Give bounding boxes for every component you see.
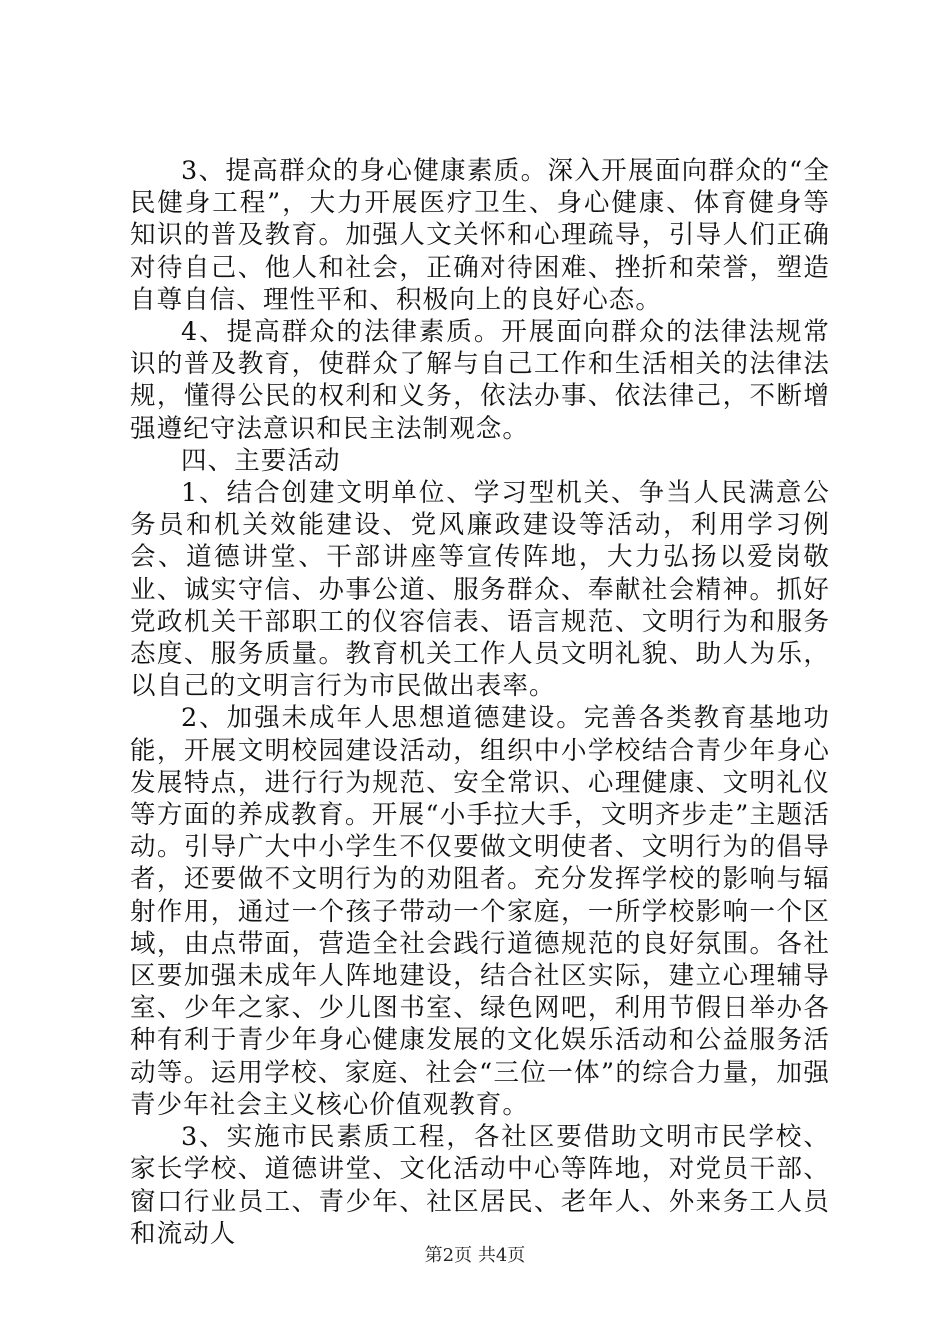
paragraph-legal-quality: 4、提高群众的法律素质。开展面向群众的法律法规常识的普及教育，使群众了解与自己工作和生活相关的法律法规，懂得公民的权利和义务，依法办事、依法律己，不断增强遵纪守法意识和民主法制观念。	[130, 317, 830, 444]
paragraph-citizen-quality-project: 3、实施市民素质工程，各社区要借助文明市民学校、家长学校、道德讲堂、文化活动中心等阵地，对党员干部、窗口行业员工、青少年、社区居民、老年人、外来务工人员和流动人	[130, 1122, 830, 1249]
page-number-footer: 第2页 共4页	[424, 1245, 526, 1266]
paragraph-health-quality: 3、提高群众的身心健康素质。深入开展面向群众的“全民健身工程”，大力开展医疗卫生、身心健康、体育健身等知识的普及教育。加强人文关怀和心理疏导，引导人们正确对待自己、他人和社会，正确对待困难、挫折和荣誉，塑造自尊自信、理性平和、积极向上的良好心态。	[130, 156, 830, 315]
section-heading-main-activities: 四、主要活动	[181, 445, 341, 476]
document-body	[130, 155, 830, 1250]
paragraph-civilized-units: 1、结合创建文明单位、学习型机关、争当人民满意公务员和机关效能建设、党风廉政建设等活动，利用学习例会、道德讲堂、干部讲座等宣传阵地，大力弘扬以爱岗敬业、诚实守信、办事公道、服务群众、奉献社会精神。抓好党政机关干部职工的仪容信表、语言规范、文明行为和服务态度、服务质量。教育机关工作人员文明礼貌、助人为乐，以自己的文明言行为市民做出表率。	[130, 478, 830, 702]
paragraph-minors-moral-education: 2、加强未成年人思想道德建设。完善各类教育基地功能，开展文明校园建设活动，组织中小学校结合青少年身心发展特点，进行行为规范、安全常识、心理健康、文明礼仪等方面的养成教育。开展“小手拉大手，文明齐步走”主题活动。引导广大中小学生不仅要做文明使者、文明行为的倡导者，还要做不文明行为的劝阻者。充分发挥学校的影响与辐射作用，通过一个孩子带动一个家庭，一所学校影响一个区域，由点带面，营造全社会践行道德规范的良好氛围。各社区要加强未成年人阵地建设，结合社区实际，建立心理辅导室、少年之家、少儿图书室、绿色网吧，利用节假日举办各种有利于青少年身心健康发展的文化娱乐活动和公益服务活动等。运用学校、家庭、社会“三位一体”的综合力量，加强青少年社会主义核心价值观教育。	[130, 703, 830, 1120]
